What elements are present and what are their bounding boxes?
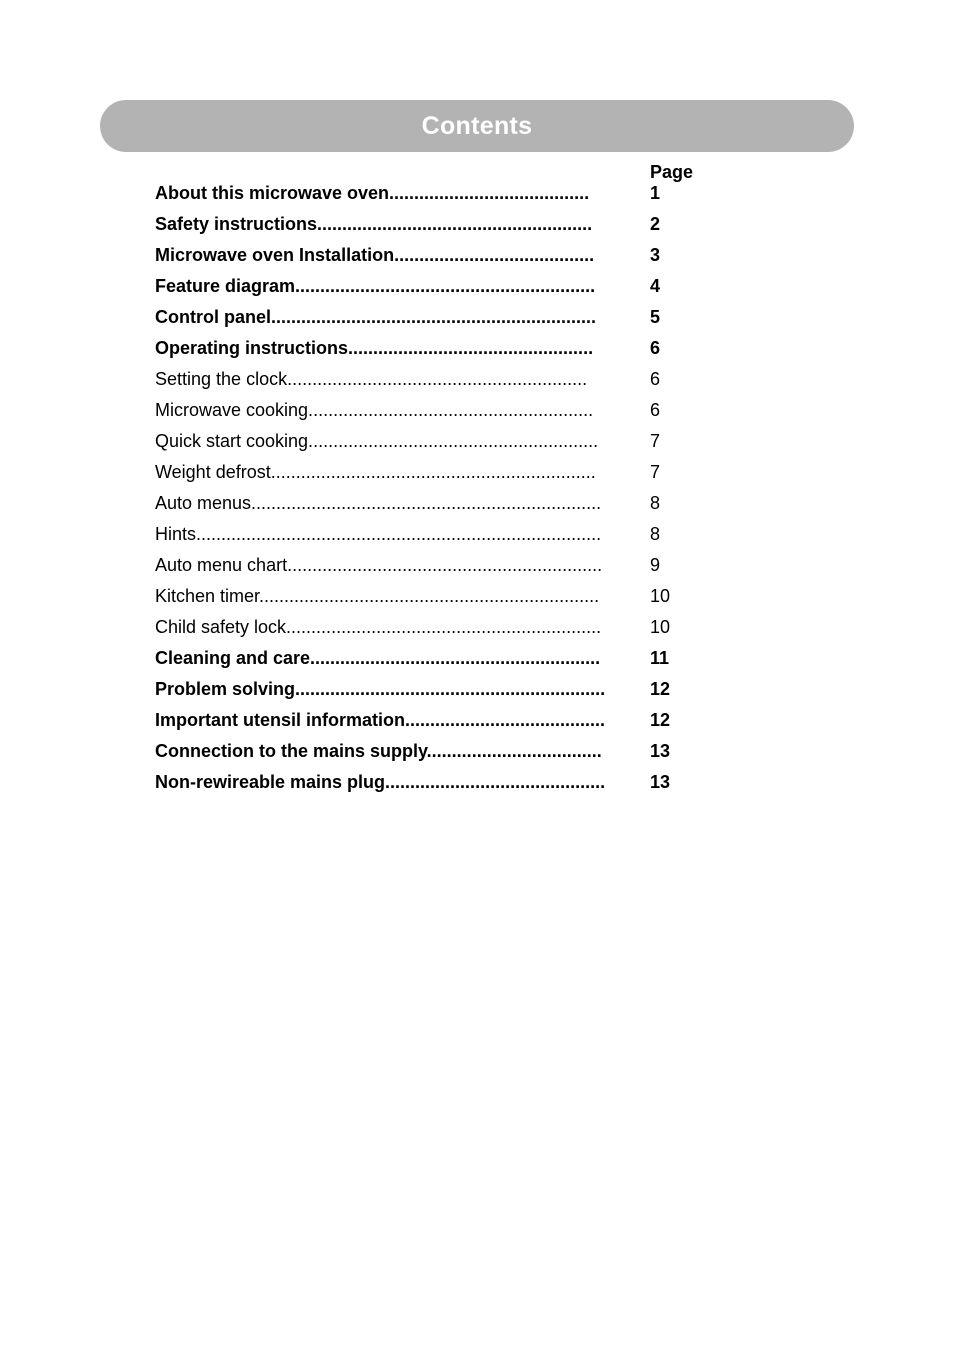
toc-entry — [155, 336, 715, 367]
toc-entry — [155, 677, 715, 708]
toc-entry-title: Control panel................................................................. — [155, 307, 597, 327]
toc-entry-title: Auto menus...................................................................... — [155, 493, 602, 513]
toc-entry-title: Quick start cooking.......................................................... — [155, 431, 599, 451]
contents-banner — [100, 100, 854, 152]
toc-entry-page-number: 6 — [650, 338, 661, 358]
toc-entry — [155, 398, 715, 429]
toc-entry — [155, 460, 715, 491]
toc-entry-page-number: 6 — [650, 369, 661, 389]
toc-entry-title: Kitchen timer.................................................................... — [155, 586, 600, 606]
toc-entry — [155, 429, 715, 460]
toc-entry-title: Safety instructions....................................................... — [155, 214, 593, 234]
toc-entry-page-number: 1 — [650, 183, 661, 203]
toc-entry — [155, 212, 715, 243]
toc-entry-page-number: 8 — [650, 493, 661, 513]
toc-entry-page-number: 12 — [650, 710, 671, 730]
toc-entry-title: Non-rewireable mains plug............................................ — [155, 772, 606, 792]
toc-entry-page-number: 4 — [650, 276, 661, 296]
toc-entry-page-number: 12 — [650, 679, 671, 699]
toc-entry-title: Important utensil information........................................ — [155, 710, 606, 730]
toc-entry — [155, 615, 715, 646]
toc-entry-title: Feature diagram............................................................ — [155, 276, 596, 296]
toc-entry-title: Weight defrost................................................................. — [155, 462, 596, 482]
toc-entry-title: Child safety lock............................................................... — [155, 617, 602, 637]
toc-entry — [155, 708, 715, 739]
toc-entry — [155, 305, 715, 336]
toc-entry-title: Setting the clock............................................................ — [155, 369, 588, 389]
toc-entry-page-number: 13 — [650, 772, 671, 792]
toc-entry — [155, 367, 715, 398]
toc-entry-page-number: 6 — [650, 400, 661, 420]
page-column-header: Page — [650, 162, 694, 182]
page-title: Contents — [421, 111, 533, 140]
toc-entry-page-number: 9 — [650, 555, 661, 575]
toc-entry — [155, 243, 715, 274]
toc-entry-page-number: 3 — [650, 245, 661, 265]
toc-entry-page-number: 13 — [650, 741, 671, 761]
toc-entry-title: Connection to the mains supply................................... — [155, 741, 602, 761]
toc-entry-title: Microwave oven Installation........................................ — [155, 245, 595, 265]
toc-entry — [155, 770, 715, 801]
toc-entry-title: About this microwave oven........................................ — [155, 183, 590, 203]
table-of-contents — [155, 181, 715, 801]
toc-entry — [155, 646, 715, 677]
toc-entry-title: Cleaning and care.......................................................... — [155, 648, 601, 668]
toc-entry — [155, 553, 715, 584]
toc-entry-title: Auto menu chart............................................................... — [155, 555, 603, 575]
toc-entry-page-number: 10 — [650, 586, 671, 606]
toc-entry-title: Operating instructions................................................. — [155, 338, 594, 358]
toc-entry-page-number: 11 — [650, 648, 670, 668]
toc-entry-title: Problem solving.............................................................. — [155, 679, 606, 699]
toc-entry-title: Hints................................................................................. — [155, 524, 602, 544]
toc-entry-page-number: 7 — [650, 431, 661, 451]
toc-entry-page-number: 5 — [650, 307, 661, 327]
toc-entry — [155, 491, 715, 522]
toc-entry — [155, 274, 715, 305]
toc-entry-page-number: 7 — [650, 462, 661, 482]
toc-entry — [155, 522, 715, 553]
toc-entry — [155, 584, 715, 615]
toc-entry-page-number: 8 — [650, 524, 661, 544]
toc-entry-page-number: 2 — [650, 214, 661, 234]
toc-entry — [155, 739, 715, 770]
toc-entry-title: Microwave cooking......................................................... — [155, 400, 594, 420]
toc-entry-page-number: 10 — [650, 617, 671, 637]
toc-entry — [155, 181, 715, 212]
